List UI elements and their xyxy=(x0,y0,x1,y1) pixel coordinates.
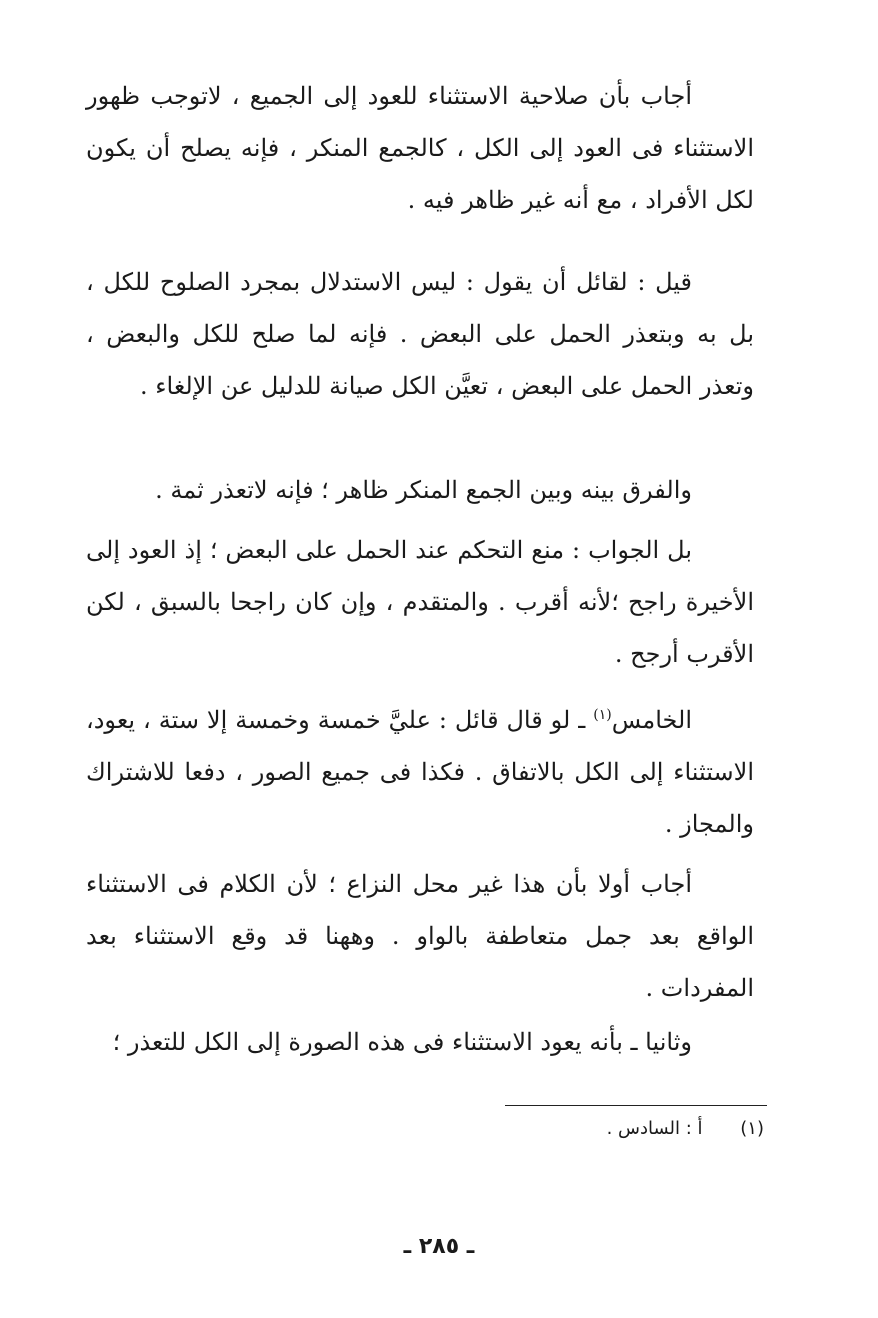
paragraph-1: أجاب بأن صلاحية الاستثناء للعود إلى الجميع ، لاتوجب ظهور الاستثناء فى العود إلى الكل ، كالجمع المنكر ، فإنه يصلح أن يكون لكل الأفراد ، مع أنه غير ظاهر فيه . xyxy=(86,82,754,214)
paragraph-4: بل الجواب : منع التحكم عند الحمل على البعض ؛ إذ العود إلى الأخيرة راجح ؛لأنه أقرب . والمتقدم ، وإن كان راجحا بالسبق ، لكن الأقرب أرجح . xyxy=(86,536,754,668)
paragraph-5-lead: الخامس xyxy=(611,706,692,734)
footnote xyxy=(607,1118,764,1139)
paragraph-3: والفرق بينه وبين الجمع المنكر ظاهر ؛ فإنه لاتعذر ثمة . xyxy=(155,476,692,504)
page-number: ـ ٢٨٥ ـ xyxy=(403,1234,475,1259)
paragraph-6: أجاب أولا بأن هذا غير محل النزاع ؛ لأن الكلام فى الاستثناء الواقع بعد جمل متعاطفة بالواو . وههنا قد وقع الاستثناء بعد المفردات . xyxy=(86,870,754,1002)
paragraph-5-text: ـ لو قال قائل : عليَّ خمسة وخمسة إلا ستة ، يعود، الاستثناء إلى الكل بالاتفاق . فكذا فى جميع الصور ، دفعا للاشتراك والمجاز . xyxy=(86,706,754,838)
paragraph-2: قيل : لقائل أن يقول : ليس الاستدلال بمجرد الصلوح للكل ، بل به وبتعذر الحمل على البعض . فإنه لما صلح للكل والبعض ، وتعذر الحمل على البعض ، تعيَّن الكل صيانة للدليل عن الإلغاء . xyxy=(86,268,754,400)
footnote-text: أ : السادس . xyxy=(606,1118,703,1139)
paragraph-7: وثانيا ـ بأنه يعود الاستثناء فى هذه الصورة إلى الكل للتعذر ؛ xyxy=(112,1028,692,1056)
paragraph-5 xyxy=(86,694,754,850)
footnote-divider xyxy=(505,1105,767,1106)
footnote-reference: (١) xyxy=(593,707,612,723)
footnote-marker: (١) xyxy=(740,1118,764,1139)
